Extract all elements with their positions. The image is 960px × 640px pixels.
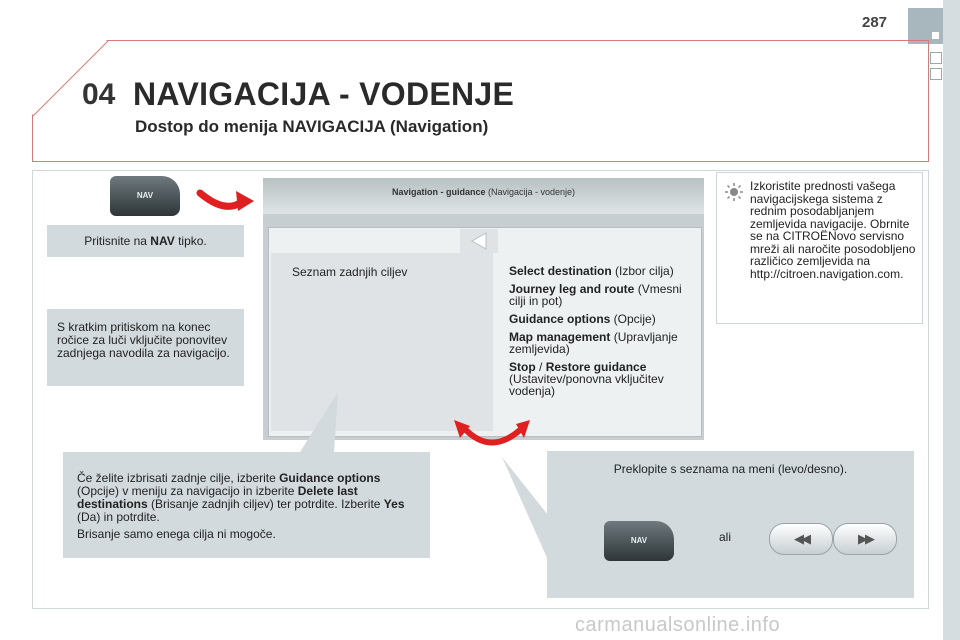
screen-header-title: Navigation - guidance: [391, 187, 486, 197]
double-right-arrow-icon: ▶▶: [858, 531, 872, 546]
menu-item-guidance-options[interactable]: Guidance options (Opcije): [509, 312, 656, 326]
step1-text-before: Pritisnite na: [84, 234, 151, 248]
page-sidebar: [943, 0, 960, 640]
page-title: NAVIGACIJA - VODENJE: [133, 76, 515, 112]
step1-text-after: tipko.: [174, 234, 207, 248]
footer-watermark: carmanualsonline.info: [575, 614, 781, 636]
tip-text: Izkoristite prednosti vašega navigacijskega sistema z rednim posodabljanjem zemljevida navigacije. Obrnite se na CITROËNovo servisno mreži ali naročite posodobljeno različico zemljevida na http://citroen.navigation.com.: [750, 179, 916, 281]
short-press-note-text: S kratkim pritiskom na konec ročice za luči vključite ponovitev zadnjega navodila za navigacijo.: [57, 320, 230, 360]
navigation-menu: [509, 265, 701, 403]
or-label: ali: [719, 530, 732, 544]
swap-arrows-icon: [450, 416, 536, 454]
checkbox-square-icon: [930, 52, 942, 64]
back-arrow-icon[interactable]: [460, 229, 498, 253]
nav-button[interactable]: [110, 176, 180, 216]
tab-marker-icon: [932, 32, 939, 39]
short-press-note-box: [47, 309, 244, 386]
double-left-arrow-icon: ◀◀: [794, 531, 808, 546]
step1-box: [47, 225, 244, 257]
delete-destinations-box: [63, 452, 430, 558]
red-curved-arrow-icon: [196, 185, 256, 217]
checkbox-square-icon: [930, 68, 942, 80]
sun-tip-icon: [724, 182, 744, 202]
menu-item-stop-restore[interactable]: Stop / Restore guidance (Ustavitev/ponovna vključitev vodenja): [509, 360, 664, 398]
callout-pointer-left: [290, 390, 350, 460]
chapter-tab: [908, 8, 943, 44]
chapter-number: 04: [82, 78, 116, 111]
page-number: 287: [862, 14, 888, 31]
step1-nav-keyword: NAV: [150, 234, 175, 248]
delete-destinations-text: Če želite izbrisati zadnje cilje, izberite Guidance options (Opcije) v meniju za navigacijo in izberite Delete last destinations (Brisanje zadnjih ciljev) ter potrdite. Izberite Yes (Da) in potrdite. Brisanje samo enega cilja ni mogoče.: [77, 472, 421, 541]
forward-right-button[interactable]: [833, 523, 897, 555]
nav-button-secondary[interactable]: NAV: [604, 521, 674, 561]
delete-single-note: Brisanje samo enega cilja ni mogoče.: [77, 527, 276, 541]
menu-item-select-destination[interactable]: Select destination (Izbor cilja): [509, 264, 674, 278]
rewind-left-button[interactable]: [769, 523, 833, 555]
switch-instruction-text: Preklopite s seznama na meni (levo/desno).: [613, 462, 848, 476]
nav-button-label: NAV: [136, 191, 154, 200]
recent-destinations-label: Seznam zadnjih ciljev: [292, 265, 408, 279]
page-subtitle: Dostop do menija NAVIGACIJA (Navigation): [135, 117, 489, 136]
menu-item-map-management[interactable]: Map management (Upravljanje zemljevida): [509, 330, 678, 356]
screen-header-subtitle: (Navigacija - vodenje): [485, 187, 576, 197]
switch-list-menu-box: [547, 451, 914, 598]
menu-item-journey-leg[interactable]: Journey leg and route (Vmesni cilji in pot): [509, 282, 682, 308]
screen-header: [263, 178, 704, 214]
